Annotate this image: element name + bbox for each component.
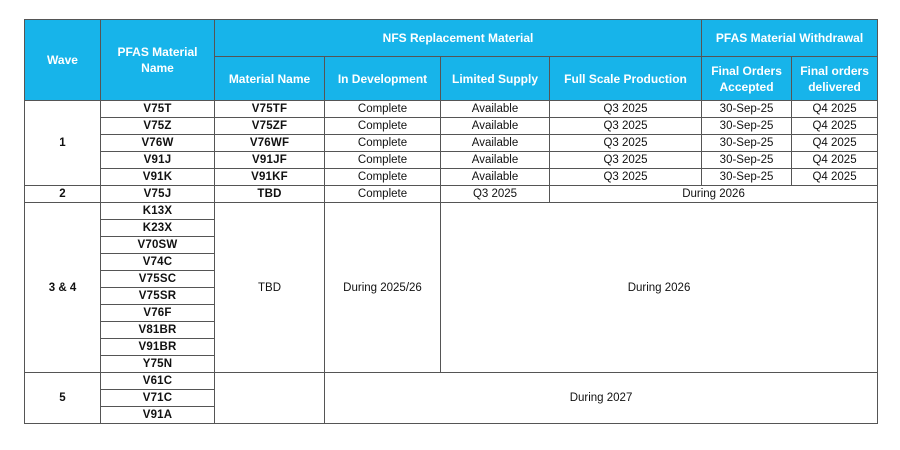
pfas-material-cell: V75SR <box>101 288 215 305</box>
full-scale-production-cell: Q3 2025 <box>550 152 702 169</box>
in-development-cell: Complete <box>325 135 441 152</box>
table-row <box>25 186 878 203</box>
header-in-development: In Development <box>325 57 441 101</box>
final-orders-accepted-cell: 30-Sep-25 <box>702 169 792 186</box>
pfas-material-cell: V71C <box>101 390 215 407</box>
in-development-cell: Complete <box>325 152 441 169</box>
pfas-material-cell: V75SC <box>101 271 215 288</box>
pfas-material-cell: V75Z <box>101 118 215 135</box>
pfas-material-cell: V81BR <box>101 322 215 339</box>
header-final-orders-delivered: Final orders delivered <box>792 57 878 101</box>
limited-supply-cell: Available <box>441 152 550 169</box>
wave-2-withdrawal-cell: During 2026 <box>550 186 878 203</box>
wave-2-label: 2 <box>25 186 101 203</box>
final-orders-delivered-cell: Q4 2025 <box>792 118 878 135</box>
pfas-material-cell: K13X <box>101 203 215 220</box>
pfas-material-cell: V76F <box>101 305 215 322</box>
pfas-replacement-table <box>24 19 878 424</box>
in-development-cell: Complete <box>325 118 441 135</box>
nfs-material-cell: V76WF <box>215 135 325 152</box>
table-row <box>25 169 878 186</box>
header-wave: Wave <box>25 20 101 101</box>
header-pfas-material-withdrawal: PFAS Material Withdrawal <box>702 20 878 57</box>
table-row <box>25 135 878 152</box>
pfas-material-cell: V61C <box>101 373 215 390</box>
in-development-cell: Complete <box>325 101 441 118</box>
pfas-material-cell: V91K <box>101 169 215 186</box>
final-orders-accepted-cell: 30-Sep-25 <box>702 118 792 135</box>
full-scale-production-cell: Q3 2025 <box>550 101 702 118</box>
pfas-material-cell: V91J <box>101 152 215 169</box>
wave-1-label: 1 <box>25 101 101 186</box>
nfs-material-cell: V91KF <box>215 169 325 186</box>
table-row <box>25 101 878 118</box>
nfs-material-cell: V75ZF <box>215 118 325 135</box>
wave-3-4-in-development-cell: During 2025/26 <box>325 203 441 373</box>
full-scale-production-cell: Q3 2025 <box>550 118 702 135</box>
final-orders-delivered-cell: Q4 2025 <box>792 135 878 152</box>
nfs-material-cell: TBD <box>215 186 325 203</box>
header-limited-supply: Limited Supply <box>441 57 550 101</box>
nfs-material-cell: V75TF <box>215 101 325 118</box>
pfas-material-cell: V76W <box>101 135 215 152</box>
final-orders-accepted-cell: 30-Sep-25 <box>702 152 792 169</box>
header-full-scale-production: Full Scale Production <box>550 57 702 101</box>
nfs-material-cell: V91JF <box>215 152 325 169</box>
full-scale-production-cell: Q3 2025 <box>550 169 702 186</box>
final-orders-delivered-cell: Q4 2025 <box>792 152 878 169</box>
in-development-cell: Complete <box>325 169 441 186</box>
final-orders-accepted-cell: 30-Sep-25 <box>702 135 792 152</box>
table-row <box>25 203 878 220</box>
header-pfas-material-name: PFAS Material Name <box>101 20 215 101</box>
wave-5-nfs-material-cell <box>215 373 325 424</box>
pfas-material-cell: V91BR <box>101 339 215 356</box>
wave-3-4-timeline-cell: During 2026 <box>441 203 878 373</box>
limited-supply-cell: Available <box>441 101 550 118</box>
header-nfs-replacement-material: NFS Replacement Material <box>215 20 702 57</box>
final-orders-delivered-cell: Q4 2025 <box>792 101 878 118</box>
wave-5-label: 5 <box>25 373 101 424</box>
wave-3-4-nfs-material-cell: TBD <box>215 203 325 373</box>
table-row <box>25 118 878 135</box>
pfas-material-cell: V75J <box>101 186 215 203</box>
table-row <box>25 373 878 390</box>
limited-supply-cell: Available <box>441 169 550 186</box>
pfas-material-cell: V70SW <box>101 237 215 254</box>
full-scale-production-cell: Q3 2025 <box>550 135 702 152</box>
limited-supply-cell: Available <box>441 135 550 152</box>
in-development-cell: Complete <box>325 186 441 203</box>
limited-supply-cell: Q3 2025 <box>441 186 550 203</box>
pfas-material-cell: V75T <box>101 101 215 118</box>
final-orders-delivered-cell: Q4 2025 <box>792 169 878 186</box>
header-material-name: Material Name <box>215 57 325 101</box>
final-orders-accepted-cell: 30-Sep-25 <box>702 101 792 118</box>
pfas-material-cell: Y75N <box>101 356 215 373</box>
wave-5-timeline-cell: During 2027 <box>325 373 878 424</box>
limited-supply-cell: Available <box>441 118 550 135</box>
table-row <box>25 152 878 169</box>
header-final-orders-accepted: Final Orders Accepted <box>702 57 792 101</box>
pfas-material-cell: V74C <box>101 254 215 271</box>
wave-3-4-label: 3 & 4 <box>25 203 101 373</box>
pfas-material-cell: V91A <box>101 407 215 424</box>
pfas-material-cell: K23X <box>101 220 215 237</box>
